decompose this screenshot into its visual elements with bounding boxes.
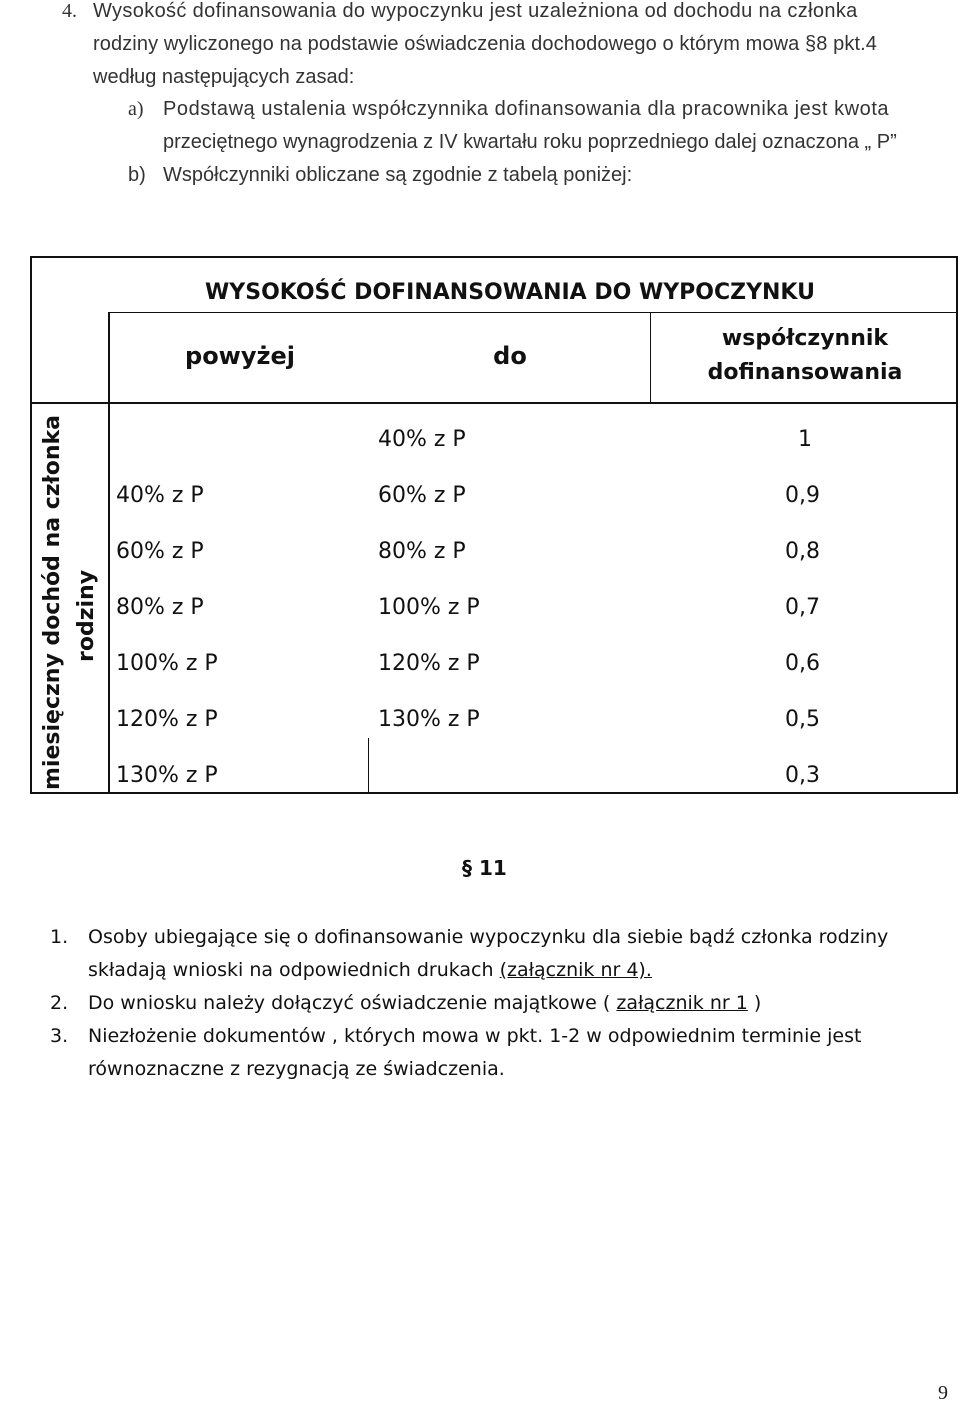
sub-a-line-2: przeciętnego wynagrodzenia z IV kwartału roku poprzedniego dalej oznaczona „ P”	[163, 131, 897, 153]
sub-a-line-1: Podstawą ustalenia współczynnika dofinansowania dla pracownika jest kwota	[163, 98, 890, 120]
attachment-1-reference: załącznik nr 1	[616, 992, 748, 1014]
col-header-above: powyżej	[185, 342, 295, 370]
cell-to: 80% z P	[378, 539, 466, 564]
list-item-1-line1: Osoby ubiegające się o dofinansowanie wypoczynku dla siebie bądź członka rodziny	[88, 926, 889, 948]
section-heading	[462, 856, 507, 880]
cell-to: 40% z P	[378, 427, 466, 452]
list-item-number: 3.	[50, 1025, 69, 1047]
row-header-divider	[108, 312, 110, 794]
col-header-coef-line1: współczynnik	[721, 326, 889, 351]
cell-to: 100% z P	[378, 595, 480, 620]
list-item-number: 2.	[50, 992, 69, 1014]
cell-coef: 0,7	[785, 595, 820, 620]
row-header-line2: rodziny	[74, 569, 99, 662]
intro-line-1: Wysokość dofinansowania do wypoczynku jest uzależniona od dochodu na członka	[93, 0, 858, 22]
cell-above: 80% z P	[116, 595, 204, 620]
list-item-1-line2: składają wnioski na odpowiednich drukach (załącznik nr 4).	[88, 959, 652, 981]
title-separator	[108, 312, 958, 313]
cell-coef: 0,5	[785, 707, 820, 732]
page-number: 9	[938, 1382, 948, 1404]
cell-coef: 1	[798, 427, 812, 452]
table-border-bottom	[30, 792, 958, 794]
last-row-divider	[368, 738, 369, 794]
table-border-top	[30, 256, 958, 258]
col-header-coef-line2: dofinansowania	[707, 360, 903, 385]
sub-b-marker: b)	[128, 164, 146, 186]
cell-to: 130% z P	[378, 707, 480, 732]
intro-item-number: 4.	[62, 0, 77, 22]
intro-line-3: według następujących zasad:	[93, 66, 355, 88]
list-item-3-line2: równoznaczne z rezygnacją ze świadczenia.	[88, 1058, 505, 1080]
attachment-4-reference: (załącznik nr 4).	[499, 959, 652, 981]
list-item-2: Do wniosku należy dołączyć oświadczenie majątkowe ( załącznik nr 1 )	[88, 992, 762, 1014]
list-item-number: 1.	[50, 926, 69, 948]
table-border-left	[30, 256, 32, 794]
coef-header-divider	[650, 312, 651, 404]
cell-coef: 0,9	[785, 483, 820, 508]
cell-coef: 0,3	[785, 763, 820, 788]
sub-a-marker: a)	[128, 98, 144, 120]
cell-above: 120% z P	[116, 707, 218, 732]
table-title: WYSOKOŚĆ DOFINANSOWANIA DO WYPOCZYNKU	[205, 280, 815, 305]
intro-line-2: rodziny wyliczonego na podstawie oświadczenia dochodowego o którym mowa §8 pkt.4	[93, 33, 877, 55]
subsidy-table	[30, 256, 958, 794]
cell-coef: 0,8	[785, 539, 820, 564]
cell-above: 100% z P	[116, 651, 218, 676]
table-border-right	[956, 256, 958, 794]
section-symbol: §	[462, 856, 472, 880]
cell-to: 120% z P	[378, 651, 480, 676]
cell-to: 60% z P	[378, 483, 466, 508]
col-header-to: do	[493, 342, 527, 370]
list-item-3-line1: Niezłożenie dokumentów , których mowa w pkt. 1-2 w odpowiednim terminie jest	[88, 1025, 862, 1047]
cell-above: 130% z P	[116, 763, 218, 788]
header-separator	[30, 402, 958, 404]
cell-coef: 0,6	[785, 651, 820, 676]
sub-b-text: Współczynniki obliczane są zgodnie z tabelą poniżej:	[163, 164, 633, 186]
row-header-line1: miesięczny dochód na członka	[40, 415, 65, 790]
cell-above: 40% z P	[116, 483, 204, 508]
section-number: 11	[478, 856, 507, 880]
cell-above: 60% z P	[116, 539, 204, 564]
